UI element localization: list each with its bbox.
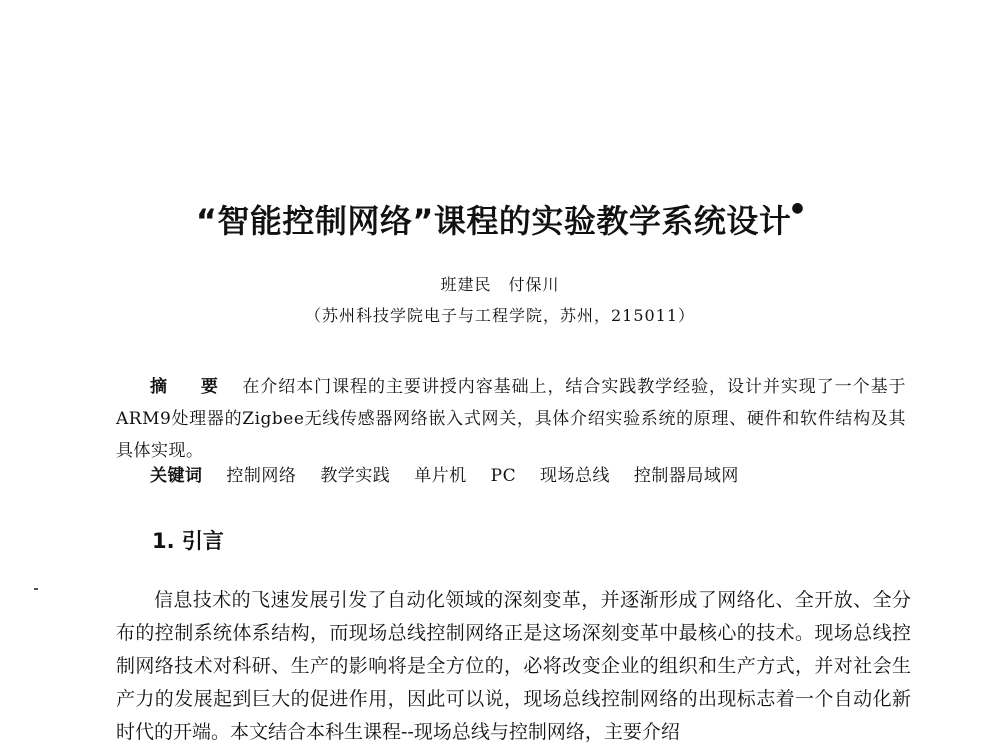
- abstract: [116, 371, 906, 467]
- abstract-text: 在介绍本门课程的主要讲授内容基础上，结合实践教学经验，设计并实现了一个基于ARM9处理器的Zigbee无线传感器网络嵌入式网关，具体介绍实验系统的原理、硬件和软件结构及其具体实现。: [116, 377, 907, 461]
- keyword: 单片机: [414, 466, 467, 486]
- keyword: 教学实践: [320, 466, 391, 486]
- paper-title-text: “智能控制网络”课程的实验教学系统设计: [195, 202, 792, 240]
- keywords-label: 关键词: [150, 466, 203, 486]
- scan-artifact: [34, 588, 38, 590]
- paper-affiliation: （苏州科技学院电子与工程学院，苏州，215011）: [304, 306, 696, 325]
- section-heading-introduction: 1. 引言: [152, 529, 224, 553]
- title-footnote-marker: ●: [791, 200, 805, 216]
- keyword: 控制器局域网: [633, 466, 739, 486]
- paper-authors: 班建民 付保川: [440, 275, 560, 294]
- introduction-paragraph: 信息技术的飞速发展引发了自动化领域的深刻变革，并逐渐形成了网络化、全开放、全分布的控制系统体系结构，而现场总线控制网络正是这场深刻变革中最核心的技术。现场总线控制网络技术对科研、生产的影响将是全方位的，必将改变企业的组织和生产方式，并对社会生产力的发展起到巨大的促进作用，因此可以说，现场总线控制网络的出现标志着一个自动化新时代的开端。本文结合本科生课程--现场总线与控制网络，主要介绍: [116, 589, 911, 743]
- keyword: 现场总线: [539, 466, 610, 486]
- keywords: [150, 461, 757, 486]
- keyword: PC: [490, 466, 517, 486]
- abstract-label: 摘 要: [150, 377, 227, 397]
- paper-title: [0, 196, 1000, 242]
- keyword: 控制网络: [226, 466, 297, 486]
